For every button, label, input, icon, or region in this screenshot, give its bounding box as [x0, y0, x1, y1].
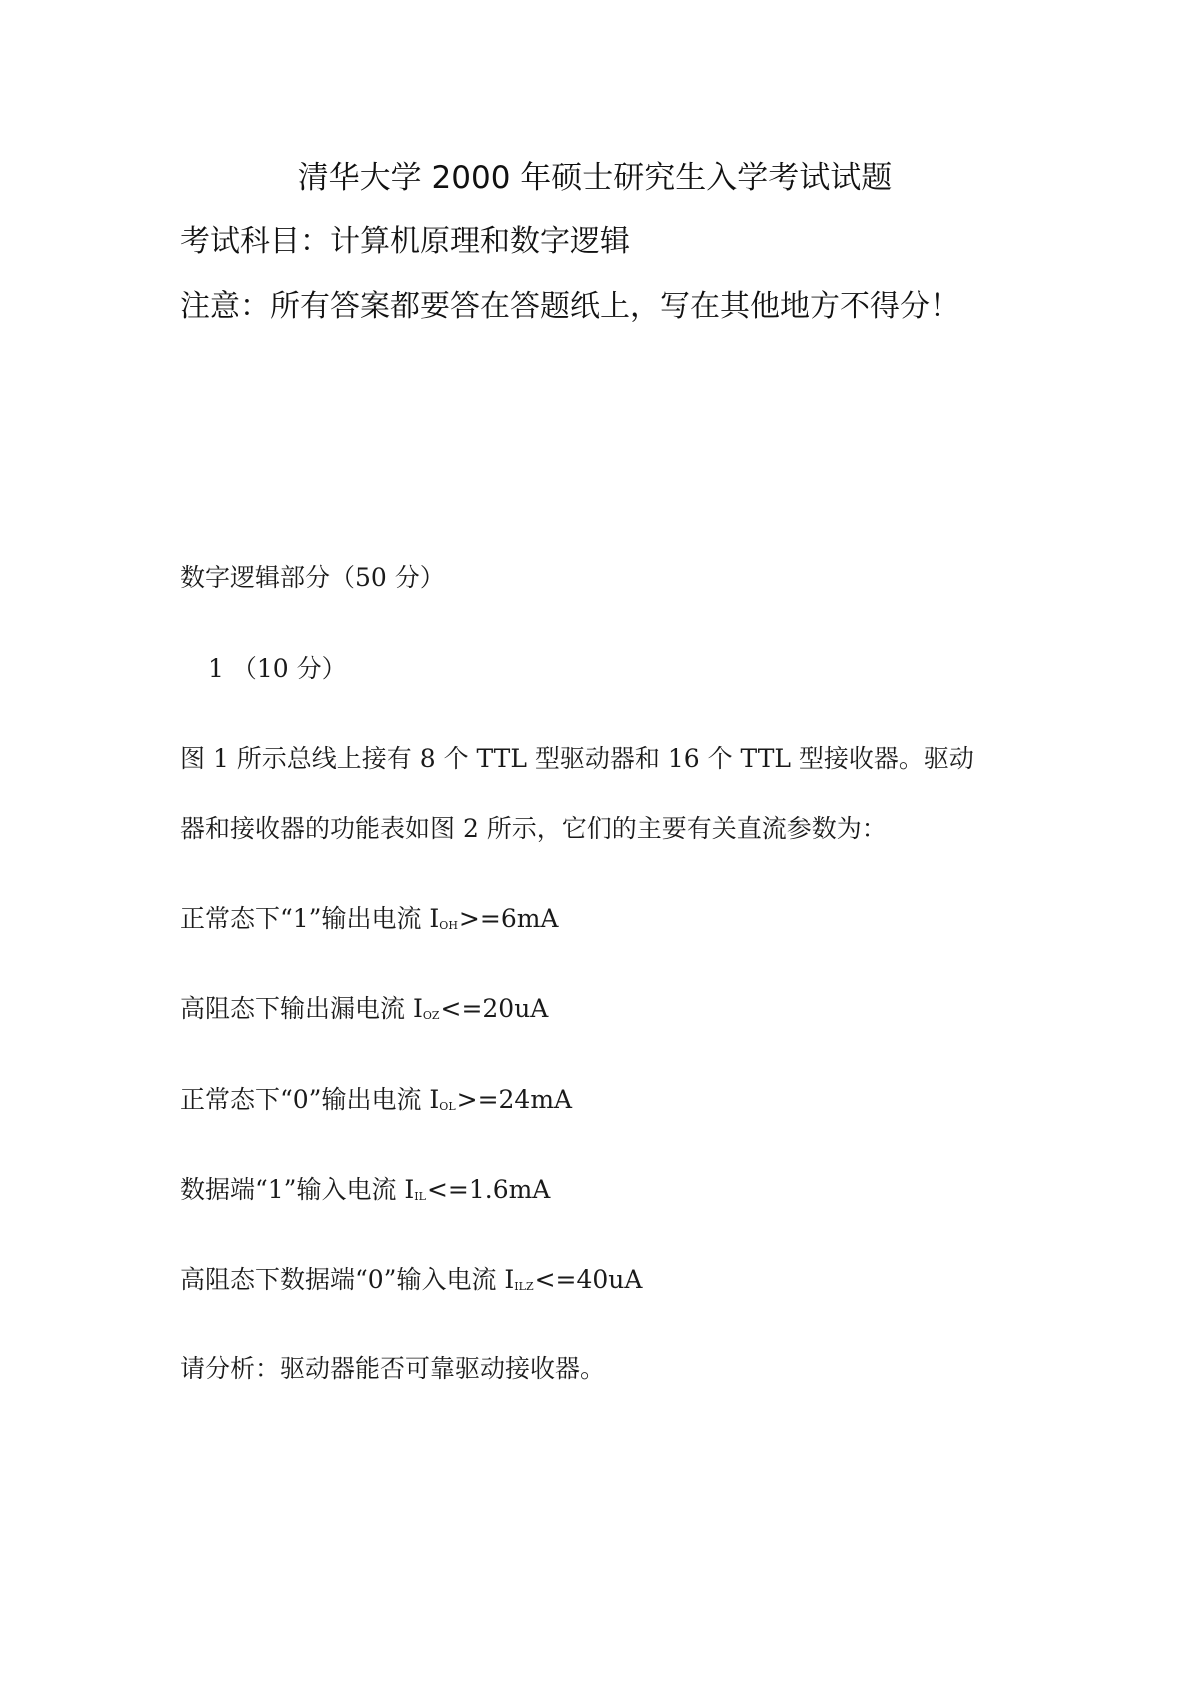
param-text: 高阻态下数据端“0”输入电流 I	[180, 1265, 515, 1294]
param-subscript: ILZ	[514, 1280, 534, 1293]
param-input-current	[180, 1170, 550, 1206]
subject-value: 计算机原理和数字逻辑	[330, 224, 630, 259]
param-subscript: IL	[414, 1190, 426, 1203]
param-output-low-current	[180, 1080, 572, 1116]
question-text-line-2: 器和接收器的功能表如图 2 所示，它们的主要有关直流参数为：	[180, 814, 887, 843]
question-text-line-1: 图 1 所示总线上接有 8 个 TTL 型驱动器和 16 个 TTL 型接收器。驱动	[180, 744, 974, 773]
param-text: 正常态下“0”输出电流 I	[180, 1085, 440, 1114]
question-number: 1 （10 分）	[208, 654, 347, 683]
question-prompt: 请分析：驱动器能否可靠驱动接收器。	[180, 1354, 606, 1383]
param-value: >=24mA	[456, 1085, 573, 1114]
param-highz-input-current	[180, 1260, 642, 1296]
param-subscript: OH	[439, 919, 458, 932]
exam-subject	[180, 216, 630, 260]
param-output-high-current	[180, 899, 558, 935]
section-heading: 数字逻辑部分（50 分）	[180, 563, 445, 592]
param-text: 高阻态下输出漏电流 I	[180, 994, 423, 1023]
param-subscript: OZ	[422, 1009, 440, 1022]
param-value: >=6mA	[458, 904, 559, 933]
param-value: <=1.6mA	[426, 1175, 551, 1204]
param-value: <=20uA	[440, 994, 549, 1023]
subject-label: 考试科目：	[180, 224, 330, 259]
param-value: <=40uA	[534, 1265, 643, 1294]
exam-notice: 注意：所有答案都要答在答题纸上，写在其他地方不得分！	[180, 289, 960, 324]
param-text: 数据端“1”输入电流 I	[180, 1175, 415, 1204]
param-text: 正常态下“1”输出电流 I	[180, 904, 440, 933]
param-subscript: OL	[439, 1100, 456, 1113]
exam-title: 清华大学 2000 年硕士研究生入学考试试题	[297, 160, 893, 196]
param-output-leakage-current	[180, 989, 548, 1025]
